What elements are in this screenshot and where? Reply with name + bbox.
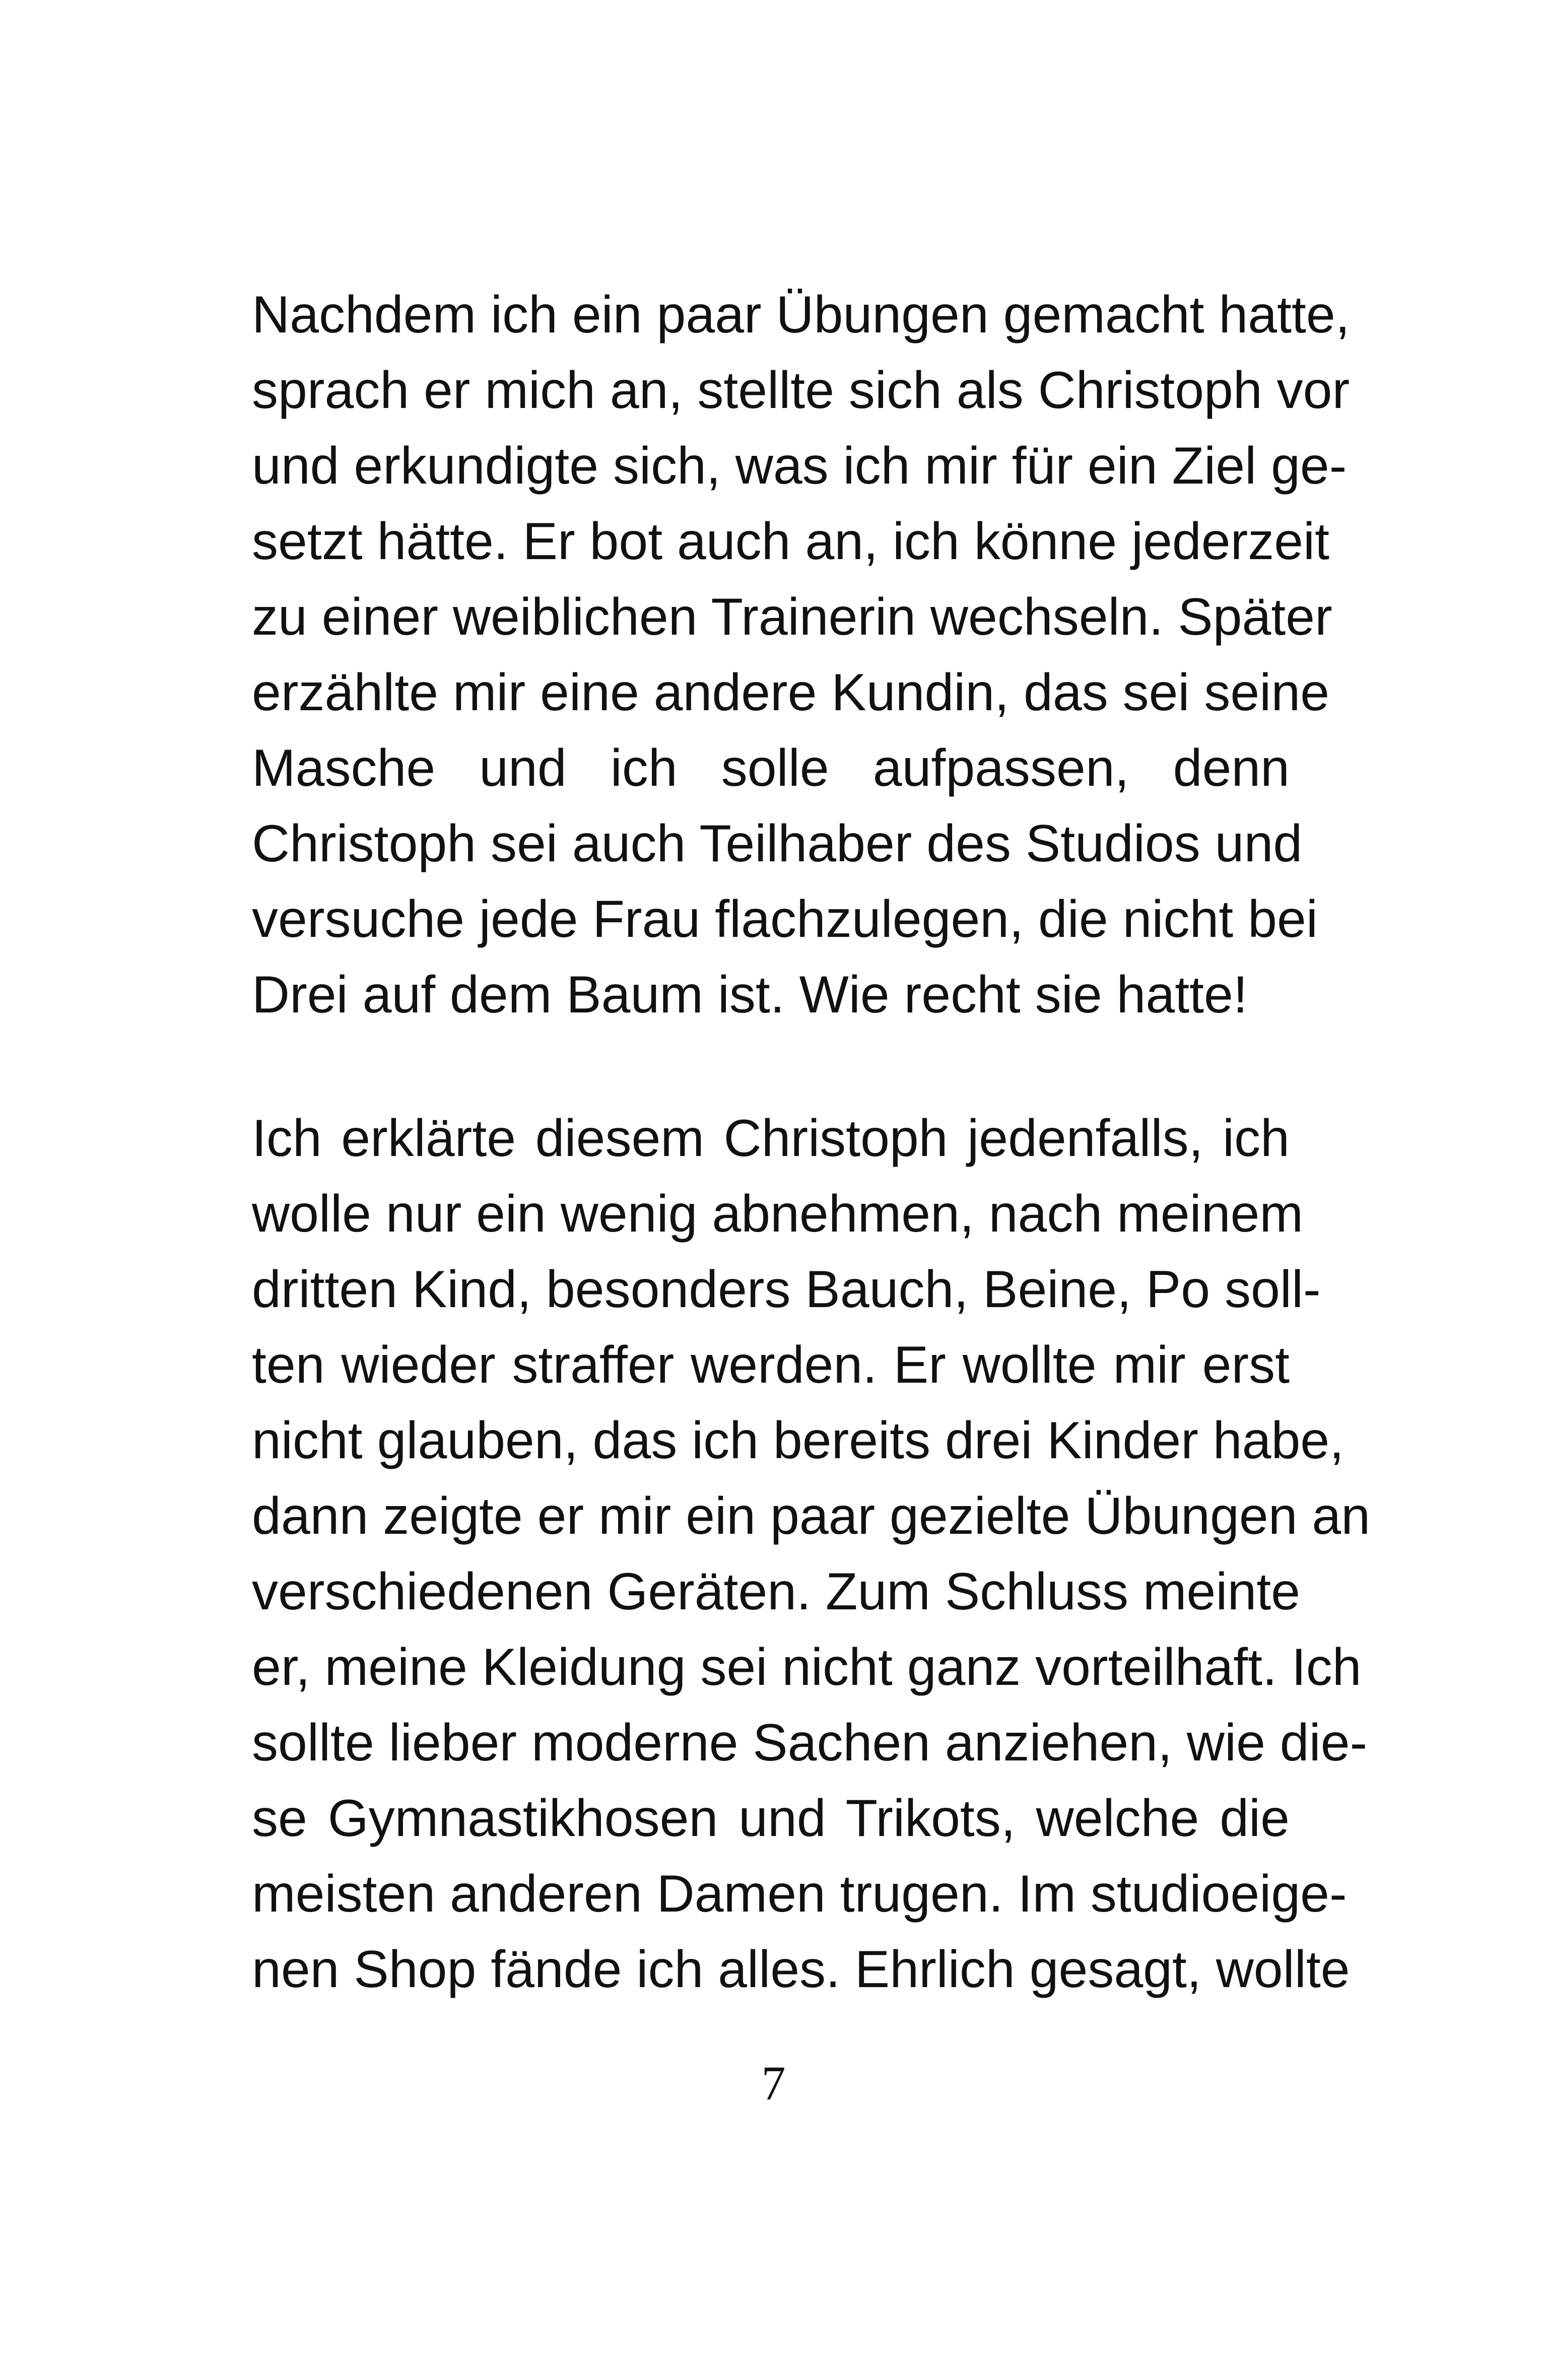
- text-line: meisten anderen Damen trugen. Im studioeige-: [252, 1865, 1347, 1923]
- text-line: versuche jede Frau flachzulegen, die nicht bei: [252, 890, 1318, 948]
- text-line: verschiedenen Geräten. Zum Schluss meinte: [252, 1562, 1301, 1621]
- text-line: sollte lieber moderne Sachen anziehen, wie die-: [252, 1714, 1368, 1772]
- text-line: ten wieder straffer werden. Er wollte mir erst: [252, 1336, 1290, 1394]
- text-line: wolle nur ein wenig abnehmen, nach meinem: [252, 1185, 1304, 1243]
- paragraph-2: [252, 1101, 1371, 2007]
- text-line: sprach er mich an, stellte sich als Christoph vor: [252, 361, 1350, 420]
- text-line: setzt hätte. Er bot auch an, ich könne jederzeit: [252, 512, 1330, 571]
- text-line: Masche und ich solle aufpassen, denn: [252, 739, 1290, 797]
- text-line: zu einer weiblichen Trainerin wechseln. Später: [252, 588, 1332, 646]
- text-line: und erkundigte sich, was ich mir für ein Ziel ge-: [252, 437, 1347, 495]
- text-line: nen Shop fände ich alles. Ehrlich gesagt, wollte: [252, 1940, 1350, 1999]
- text-line: dritten Kind, besonders Bauch, Beine, Po soll-: [252, 1260, 1321, 1319]
- text-line: Christoph sei auch Teilhaber des Studios und: [252, 814, 1303, 873]
- text-line: er, meine Kleidung sei nicht ganz vorteilhaft. Ich: [252, 1638, 1362, 1696]
- text-line: Ich erklärte diesem Christoph jedenfalls, ich: [252, 1109, 1290, 1168]
- paragraph-1: [252, 277, 1350, 1033]
- text-line: nicht glauben, das ich bereits drei Kinder habe,: [252, 1411, 1344, 1470]
- text-line: Nachdem ich ein paar Übungen gemacht hatte,: [252, 286, 1350, 344]
- text-line: dann zeigte er mir ein paar gezielte Übungen an: [252, 1487, 1371, 1545]
- text-line: erzählte mir eine andere Kundin, das sei seine: [252, 663, 1330, 722]
- page-number: 7: [761, 2056, 786, 2110]
- text-line: se Gymnastikhosen und Trikots, welche die: [252, 1789, 1290, 1848]
- text-line: Drei auf dem Baum ist. Wie recht sie hatte!: [252, 966, 1248, 1024]
